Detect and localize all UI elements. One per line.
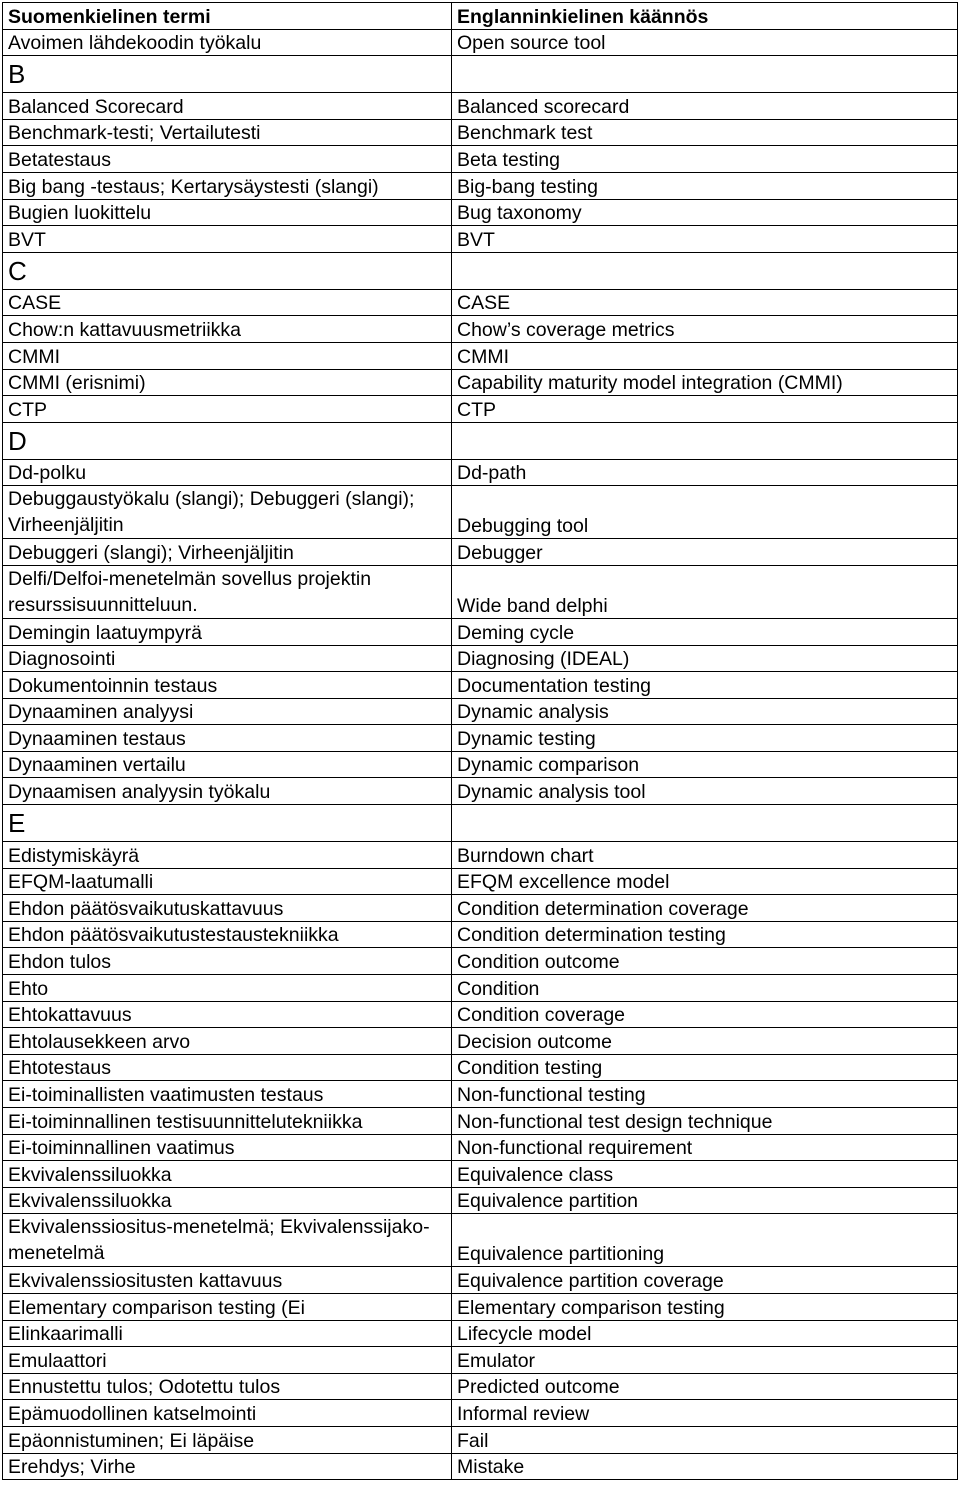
table-row: [3, 1081, 958, 1108]
table-row: [3, 672, 958, 699]
english-translation: Non-functional requirement: [452, 1134, 958, 1161]
table-row: [3, 1400, 958, 1427]
table-row: [3, 369, 958, 396]
finnish-term: Elinkaarimalli: [3, 1320, 452, 1347]
english-translation: Documentation testing: [452, 672, 958, 699]
english-translation: Fail: [452, 1426, 958, 1453]
english-translation: EFQM excellence model: [452, 868, 958, 895]
finnish-term: Ehtotestaus: [3, 1054, 452, 1081]
english-translation: Elementary comparison testing: [452, 1293, 958, 1320]
english-translation: Open source tool: [452, 29, 958, 56]
finnish-term: Benchmark-testi; Vertailutesti: [3, 119, 452, 146]
finnish-term: Erehdys; Virhe: [3, 1453, 452, 1480]
table-row: [3, 975, 958, 1002]
table-row: [3, 1320, 958, 1347]
english-translation: Dynamic comparison: [452, 751, 958, 778]
english-translation: Burndown chart: [452, 842, 958, 869]
finnish-term: Chow:n kattavuusmetriikka: [3, 316, 452, 343]
finnish-term: Ennustettu tulos; Odotettu tulos: [3, 1373, 452, 1400]
english-translation: Dynamic analysis tool: [452, 778, 958, 805]
finnish-term: CASE: [3, 289, 452, 316]
finnish-term: Epämuodollinen katselmointi: [3, 1400, 452, 1427]
table-row: [3, 1267, 958, 1294]
finnish-term: Ehtolausekkeen arvo: [3, 1028, 452, 1055]
table-row: [3, 459, 958, 486]
english-translation: Condition determination testing: [452, 921, 958, 948]
english-translation: Debugger: [452, 539, 958, 566]
table-row: [3, 895, 958, 922]
finnish-term: Demingin laatuympyrä: [3, 618, 452, 645]
finnish-term: Ehdon päätösvaikutuskattavuus: [3, 895, 452, 922]
english-translation: Benchmark test: [452, 119, 958, 146]
english-translation: Condition: [452, 975, 958, 1002]
section-letter: B: [3, 56, 452, 93]
glossary-table: [2, 2, 958, 1480]
header-row: [3, 3, 958, 30]
finnish-term: Debuggaustyökalu (slangi); Debuggeri (slangi); Virheenjäljitin: [3, 486, 452, 539]
table-row: [3, 539, 958, 566]
finnish-term: Ekvivalenssiluokka: [3, 1187, 452, 1214]
section-letter-row: [3, 56, 958, 93]
table-row: [3, 146, 958, 173]
english-translation: Diagnosing (IDEAL): [452, 645, 958, 672]
finnish-term: Dynaamisen analyysin työkalu: [3, 778, 452, 805]
section-letter: D: [3, 422, 452, 459]
english-translation: Debugging tool: [452, 486, 958, 539]
table-row: [3, 93, 958, 120]
section-letter-row: [3, 422, 958, 459]
finnish-term: Ekvivalenssiositus-menetelmä; Ekvivalenssijako-menetelmä: [3, 1214, 452, 1267]
finnish-term: Dynaaminen vertailu: [3, 751, 452, 778]
finnish-term: BVT: [3, 226, 452, 253]
english-translation: Condition outcome: [452, 948, 958, 975]
section-letter: C: [3, 252, 452, 289]
finnish-term: CMMI: [3, 342, 452, 369]
english-translation: CMMI: [452, 342, 958, 369]
table-row: [3, 1001, 958, 1028]
english-translation: Beta testing: [452, 146, 958, 173]
table-row: [3, 618, 958, 645]
english-translation: Capability maturity model integration (CMMI): [452, 369, 958, 396]
english-translation: Bug taxonomy: [452, 199, 958, 226]
table-row: [3, 1453, 958, 1480]
english-translation: Wide band delphi: [452, 565, 958, 618]
english-translation: Condition testing: [452, 1054, 958, 1081]
english-translation: Equivalence partition: [452, 1187, 958, 1214]
finnish-term: Ehdon tulos: [3, 948, 452, 975]
table-row: [3, 921, 958, 948]
finnish-term: EFQM-laatumalli: [3, 868, 452, 895]
finnish-term: Elementary comparison testing (Ei: [3, 1293, 452, 1320]
table-row: [3, 1054, 958, 1081]
finnish-term: Delfi/Delfoi-menetelmän sovellus projektin resurssisuunnitteluun.: [3, 565, 452, 618]
finnish-term: Debuggeri (slangi); Virheenjäljitin: [3, 539, 452, 566]
finnish-term: Ekvivalenssiositusten kattavuus: [3, 1267, 452, 1294]
english-translation: Deming cycle: [452, 618, 958, 645]
english-translation: Condition determination coverage: [452, 895, 958, 922]
finnish-term: Ehtokattavuus: [3, 1001, 452, 1028]
table-row: [3, 948, 958, 975]
table-row: [3, 1347, 958, 1374]
finnish-term: Emulaattori: [3, 1347, 452, 1374]
english-translation: CTP: [452, 396, 958, 423]
english-translation: Big-bang testing: [452, 172, 958, 199]
table-row: [3, 751, 958, 778]
table-row: [3, 868, 958, 895]
table-row: [3, 316, 958, 343]
finnish-term: Edistymiskäyrä: [3, 842, 452, 869]
english-translation: Dynamic analysis: [452, 698, 958, 725]
english-translation: Predicted outcome: [452, 1373, 958, 1400]
english-translation: CASE: [452, 289, 958, 316]
table-row: [3, 1028, 958, 1055]
table-row: [3, 29, 958, 56]
english-translation: Equivalence partition coverage: [452, 1267, 958, 1294]
finnish-term: Big bang -testaus; Kertarysäystesti (slangi): [3, 172, 452, 199]
table-row: [3, 119, 958, 146]
table-row: [3, 1108, 958, 1135]
table-row: [3, 842, 958, 869]
finnish-term: Epäonnistuminen; Ei läpäise: [3, 1426, 452, 1453]
finnish-term: Balanced Scorecard: [3, 93, 452, 120]
english-translation: Non-functional test design technique: [452, 1108, 958, 1135]
english-translation: Mistake: [452, 1453, 958, 1480]
table-row: [3, 226, 958, 253]
english-translation: [452, 56, 958, 93]
table-row: [3, 289, 958, 316]
section-letter-row: [3, 805, 958, 842]
english-translation: Decision outcome: [452, 1028, 958, 1055]
table-row: [3, 1214, 958, 1267]
section-letter-row: [3, 252, 958, 289]
english-translation: Dd-path: [452, 459, 958, 486]
table-row: [3, 1161, 958, 1188]
table-row: [3, 486, 958, 539]
section-letter: E: [3, 805, 452, 842]
english-translation: Condition coverage: [452, 1001, 958, 1028]
finnish-term: Dokumentoinnin testaus: [3, 672, 452, 699]
table-row: [3, 1373, 958, 1400]
finnish-term: CTP: [3, 396, 452, 423]
english-translation: Chow’s coverage metrics: [452, 316, 958, 343]
finnish-term: Bugien luokittelu: [3, 199, 452, 226]
table-row: [3, 396, 958, 423]
finnish-term: Ekvivalenssiluokka: [3, 1161, 452, 1188]
table-row: [3, 645, 958, 672]
table-row: [3, 778, 958, 805]
finnish-term: Avoimen lähdekoodin työkalu: [3, 29, 452, 56]
english-translation: Non-functional testing: [452, 1081, 958, 1108]
finnish-term: Dynaaminen testaus: [3, 725, 452, 752]
finnish-term: Ei-toiminnallinen testisuunnittelutekniikka: [3, 1108, 452, 1135]
table-row: [3, 1187, 958, 1214]
english-translation: Emulator: [452, 1347, 958, 1374]
english-translation: [452, 252, 958, 289]
table-row: [3, 698, 958, 725]
english-translation: BVT: [452, 226, 958, 253]
finnish-term: Dd-polku: [3, 459, 452, 486]
english-translation: Equivalence class: [452, 1161, 958, 1188]
header-finnish-term: Suomenkielinen termi: [3, 3, 452, 30]
header-english-translation: Englanninkielinen käännös: [452, 3, 958, 30]
finnish-term: Ehto: [3, 975, 452, 1002]
table-row: [3, 342, 958, 369]
english-translation: [452, 805, 958, 842]
finnish-term: Ei-toiminnallinen vaatimus: [3, 1134, 452, 1161]
english-translation: Informal review: [452, 1400, 958, 1427]
finnish-term: Dynaaminen analyysi: [3, 698, 452, 725]
english-translation: Equivalence partitioning: [452, 1214, 958, 1267]
english-translation: Lifecycle model: [452, 1320, 958, 1347]
table-row: [3, 199, 958, 226]
english-translation: Balanced scorecard: [452, 93, 958, 120]
table-row: [3, 725, 958, 752]
finnish-term: Betatestaus: [3, 146, 452, 173]
table-row: [3, 1426, 958, 1453]
table-row: [3, 1293, 958, 1320]
finnish-term: Ehdon päätösvaikutustestaustekniikka: [3, 921, 452, 948]
table-row: [3, 172, 958, 199]
table-row: [3, 565, 958, 618]
glossary-body: [3, 3, 958, 1480]
english-translation: Dynamic testing: [452, 725, 958, 752]
table-row: [3, 1134, 958, 1161]
finnish-term: CMMI (erisnimi): [3, 369, 452, 396]
finnish-term: Ei-toiminallisten vaatimusten testaus: [3, 1081, 452, 1108]
english-translation: [452, 422, 958, 459]
finnish-term: Diagnosointi: [3, 645, 452, 672]
